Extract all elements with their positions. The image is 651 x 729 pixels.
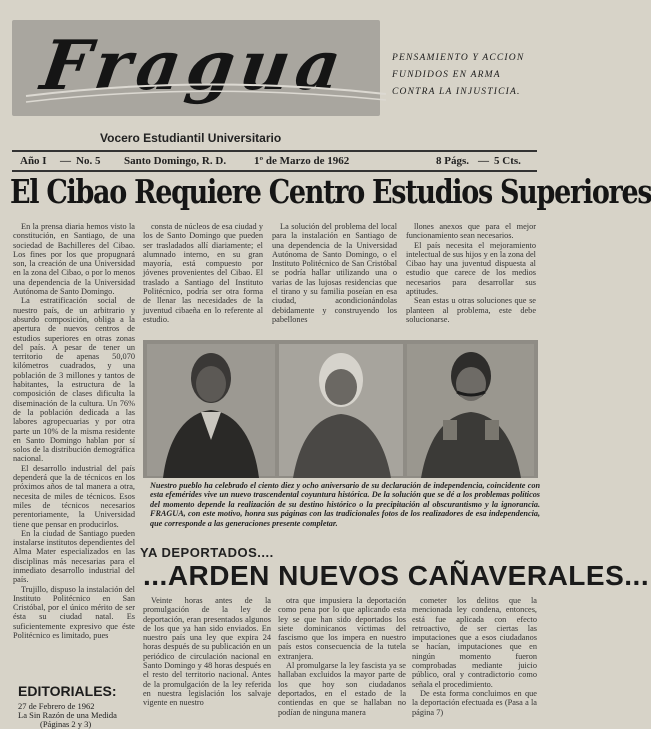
article-column-2 [143, 222, 263, 334]
issue-info-line [12, 153, 537, 169]
masthead-motto [392, 50, 537, 101]
article-paragraph: Al promulgarse la ley fascista ya se hallaban excluidos la mayor parte de los que hoy son ciudadanos deportados, en el estado de la contiendas en que se hallaban no podían de ninguna manera [278, 661, 406, 717]
article-column-4 [406, 222, 536, 334]
motto-line: PENSAMIENTO Y ACCION [392, 53, 525, 63]
article-paragraph: Veinte horas antes de la promulgación de la ley de deportación, eran presentados algunos de los que ya han sido enviados. En nuestro país una ley que expira 24 horas después de su publicación en un periódico de circulación nacional en Santo Domingo y 48 horas después en el resto del territorio nacional. Antes de la promulgación de la ley referida en nuestra legislación los salvaje vigente en nuestro [143, 596, 271, 708]
second-article-column-3 [412, 596, 537, 728]
article-paragraph: llones anexos que para el mejor funcionamiento sean necesarios. [406, 222, 536, 241]
article-paragraph: En la prensa diaria hemos visto la constitución, en Santiago, de una sociedad de Bachilleres del Cibao. Los fines por los que propugnará son, la creación de una Universidad en la zona del Cibao, o por lo menos una dependencia de la Universidad Autónoma de Santo Domingo. [13, 222, 135, 297]
masthead-swoosh-decoration [26, 76, 386, 116]
article-paragraph: El desarrollo industrial del país dependerá que la de técnicos en los próximos años de tal manera a otra, necesita de miles de técnicos. Esos miles de técnicos necesarios perentoriamente, la Universidad tiene que pensar en producirlos. [13, 463, 135, 529]
editorials-title: EDITORIALES: [18, 683, 117, 699]
article-paragraph: La solución del problema del local para la instalación en Santiago de una dependencia de la Universidad Autónoma de Santo Domingo, o el Instituto Politécnico de San Cristóbal se podría hallar utilizando una o varias de las lujosas residencias que el tirano y su familia poseían en esa ciudad, acondicionándolas debidamente y construyendo los pabellones [272, 222, 397, 324]
issue-date: 1º de Marzo de 1962 [254, 155, 350, 167]
editorials-date: 27 de Febrero de 1962 [18, 701, 95, 711]
editorials-item: La Sin Razón de una Medida [18, 710, 117, 720]
portrait-mella [407, 344, 534, 478]
article-paragraph: Sean estas u otras soluciones que se planteen al problema, este debe solucionarse. [406, 296, 536, 324]
divider-rule [12, 170, 537, 172]
article-paragraph: De esta forma concluimos en que la deportación efectuada es (Pasa a la página 7) [412, 688, 537, 717]
masthead-title: Fragua [36, 26, 352, 106]
photo-caption: Nuestro pueblo ha celebrado el ciento diez y ocho aniversario de su declaración de independencia, coincidente con esta efemérides vive un nuevo trascendental coyuntura histórica. De la solución que se dé a los problemas políticos del momento depende la realización de su destino histórico o la precipitación al obscurantismo y la ignorancia. FRAGUA, con este motivo, honra sus páginas con las tradicionales fotos de los realizadores de esa independencia, que corresponde a las generaciones presente completar. [150, 481, 540, 528]
second-article-column-1 [143, 596, 271, 728]
founders-photo [143, 340, 538, 478]
motto-line: FUNDIDOS EN ARMA [392, 70, 501, 80]
portrait-duarte [147, 344, 275, 478]
second-article-column-2 [278, 596, 406, 728]
issue-pages: 8 Págs. [436, 155, 469, 167]
article-paragraph: consta de núcleos de esa ciudad y los de Santo Domingo que pueden ser trasladados allí diariamente; el alumnado interno, en su gran mayoría, está compuesto por jóvenes provenientes del Cibao. El traslado a Santiago del Instituto Politécnico, podría ser otra forma de llenar las necesidades de la juventud cibaeña en lo referente al estudio. [143, 222, 263, 324]
article-paragraph: cometer los delitos que la mencionada ley condena, entonces, está fue aplicada con efecto retroactivo, de ser ciertas las imputaciones que a esos ciudadanos se hacían, imputaciones que en ningún momento fueron comprobadas mediante juicio público, oral y contradictorio como señala el procedimiento. [412, 596, 537, 689]
second-article-headline: ...ARDEN NUEVOS CAÑAVERALES... [143, 560, 650, 591]
founders-portraits-image [143, 340, 538, 478]
divider-rule [12, 150, 537, 152]
second-article-kicker: YA DEPORTADOS.... [140, 545, 274, 560]
motto-line: CONTRA LA INJUSTICIA. [392, 87, 521, 97]
article-paragraph: Trujillo, dispuso la instalación del Instituto Politécnico en San Cristóbal, por el único mérito de ser ésta su ciudad natal. Es suficientemente expresivo que éste Politécnico es limitado, pues [13, 584, 135, 641]
article-paragraph: La estratificación social de nuestro país, de un arbitrario y absurdo composición, obliga a la apertura de nuevos centros de estudios superiores en otras zonas del país. A pesar de tener un territorio de apenas 50,070 kilómetros cuadrados, y una población de 3 millones y tantos de habitantes, la estructura de la composición de clases dificulta la diseminación de la cultura. Un 76% de la población dedicada a las labores agropecuarias y por otra parte un 10% de la misma residente en Santo Domingo hablan por sí solos de la distribución demográfica nacional. [13, 296, 135, 464]
separator: — [60, 155, 71, 167]
article-paragraph: otra que impusiera la deportación como pena por lo que aplicando esta ley se que han sido deportados los siete dominicanos víctimas del fascismo que los impera en nuestro país estos consecuencia de la tutela extranjera. [278, 596, 406, 661]
article-column-1 [13, 222, 135, 677]
masthead-subtitle: Vocero Estudiantil Universitario [100, 131, 282, 145]
article-paragraph: En la ciudad de Santiago pueden instalarse institutos dependientes del Alma Mater especializados en las disciplinas más necesarias para el inmediato desarrollo industrial del país. [13, 528, 135, 585]
issue-price: 5 Cts. [494, 155, 521, 167]
issue-number: No. 5 [76, 155, 101, 167]
portrait-sanchez [279, 344, 403, 478]
main-headline: El Cibao Requiere Centro Estudios Superiores [10, 174, 651, 212]
issue-place: Santo Domingo, R. D. [124, 155, 227, 167]
editorials-page-ref: (Páginas 2 y 3) [40, 719, 92, 729]
separator: — [478, 155, 489, 167]
article-column-3 [272, 222, 397, 334]
masthead-banner [12, 20, 380, 116]
article-paragraph: El país necesita el mejoramiento intelectual de sus hijos y en la zona del Cibao hay una juventud dispuesta al estudio que carece de los medios necesarios para desarrollar sus aptitudes. [406, 240, 536, 297]
issue-year: Año I [20, 155, 47, 167]
